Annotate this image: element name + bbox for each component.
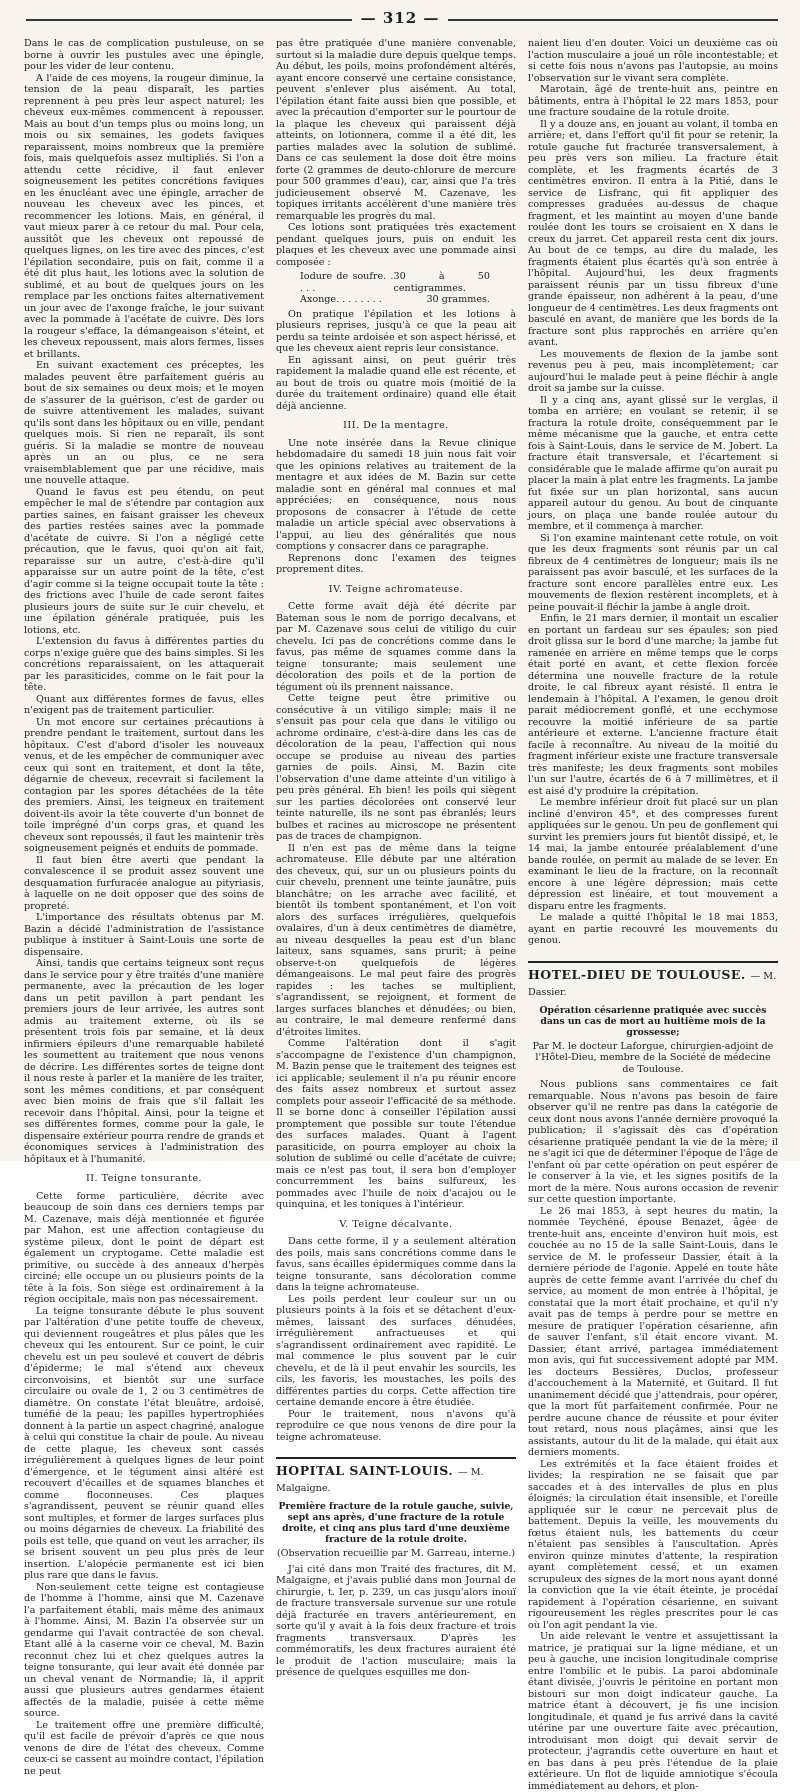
section-heading-iv: IV. Teigne achromateuse. [328, 583, 464, 595]
formula-dose: 30 grammes. [426, 294, 490, 305]
paragraph: Un mot encore sur certaines précautions à prendre pendant le traitement, surtout dans les hôpitaux. C'est d'abord d'isoler les nouveaux venus, et de les empêcher de communiquer avec ceux qui sont en traitement, et dont la tête, dégarnie de cheveux, recevrait si facilement la contagion par les spores détachées de la tête des premiers. Ainsi, les teigneux en traitement doivent-ils avoir la tête couverte d'un bonnet de toile imprégné d'un corps gras, et quand les cheveux sont repoussés, il faut les maintenir très soigneusement peignés et enduits de pommade. [24, 716, 264, 854]
paragraph: Le membre inférieur droit fut placé sur un plan incliné d'environ 45°, et des compresses furent appliquées sur le genou. Un peu de gonflement qui survint les premiers jours fut bientôt dissipé, et, le 14 mai, la jambe entourée préalablement d'une bande roulée, on permit au malade de se lever. En examinant le lieu de la fracture, on la reconnaît encore à une légère dépression; mais cette dépression est linéaire, et tout mouvement a disparu entre les fragments. [528, 797, 778, 912]
paragraph: En agissant ainsi, on peut guérir très rapidement la maladie quand elle est récente, et au bout de trois ou quatre mois (moitié de la durée du traitement ordinaire) quand elle était déjà ancienne. [276, 354, 516, 412]
hospital-name: HOTEL-DIEU DE TOULOUSE. [528, 966, 746, 982]
hospital-section-header [528, 961, 778, 1000]
paragraph: Comme l'altération dont il s'agit s'accompagne de l'existence d'un champignon, M. Bazin pense que le traitement des teignes est ici applicable; seulement il n'a pu réunir encore des faits assez nombreux et surtout assez complets pour asseoir l'efficacité de sa méthode. Il se borne donc à conseiller l'épilation aussi promptement que possible sur toute l'étendue des surfaces malades. Quant à l'agent parasiticide, on pourra employer au choix la solution de sublimé ou celle d'acétate de cuivre; mais ce n'est pas tout, il sera bon d'employer concurremment les bains sulfureux, les pommades avec l'huile de noix d'acajou ou le quinquina, et les toniques à l'intérieur. [276, 1038, 516, 1210]
section-heading-ii: II. Teigne tonsurante. [85, 1173, 203, 1184]
column-1 [24, 38, 264, 1777]
page-number: — 312 — [360, 9, 440, 27]
paragraph: Ces lotions sont pratiquées très exactement pendant quelques jours, puis on enduit les plaques et les cheveux avec une pommade ainsi composée : [276, 222, 516, 268]
section-heading-iii: III. De la mentagre. [343, 420, 449, 431]
paragraph: Il n'en est pas de même dans la teigne achromateuse. Elle débute par une altération des cheveux, qui, sur un ou plusieurs points du cuir chevelu, prennent une teinte jaunâtre, puis blanchâtre; on les arrache avec facilité, et bientôt ils tombent spontanément, et l'on voit alors des surfaces irrégulières, quelquefois ovalaires, d'un à deux centimètres de diamètre, au niveau desquelles la peau est d'un blanc laiteux, sans squames, sans prurit; à peine observe-t-on quelquefois de légères démangeaisons. Le mal peut faire des progrès rapides : les taches se multiplient, s'agrandissent, se rejoignent, et forment de larges surfaces blanches et dénudées; ou bien, au contraire, le mal demeure renfermé dans d'étroites limites. [276, 842, 516, 1038]
paragraph: L'importance des résultats obtenus par M. Bazin a décidé l'administration de l'assistance publique à instituer à Saint-Louis une sorte de dispensaire. [24, 912, 264, 958]
hospital-name: HOPITAL SAINT-LOUIS. [276, 1463, 454, 1478]
formula-line [300, 294, 490, 306]
hospital-chief: — M. Dassier. [528, 970, 777, 998]
paragraph: Cette forme particulière, décrite avec beaucoup de soin dans ces derniers temps par M. Cazenave, mais déjà mentionnée et figurée par Mahon, est une affection contagieuse du système pileux, dont le point de départ est également un cryptogame. Cette maladie est primitive, ou succède à des anneaux d'herpès circiné; elle occupe un ou plusieurs points de la tête à la fois. Son siège est ordinairement à la région occipitale, mais non pas nécessairement. [24, 1190, 264, 1305]
paragraph: Quant aux différentes formes de favus, elles n'exigent pas de traitement particulier. [24, 693, 264, 716]
hospital-chief: — M. Malgaigne. [276, 1467, 484, 1494]
formula-ingredient: Axonge. . . . . . . . [300, 294, 382, 305]
paragraph: L'extension du favus à différentes parties du corps n'exige guère que des bains simples. Si les concrétions reparaissaient, on les attaquerait par les parasiticides, comme on le fait pour la tête. [24, 636, 264, 693]
paragraph: Il faut bien être averti que pendant la convalescence il se produit assez souvent une desquamation furfuracée analogue au pityriasis, à laquelle on ne doit opposer que des soins de propreté. [24, 854, 264, 912]
header-rule-left [26, 19, 352, 21]
paragraph: En suivant exactement ces préceptes, les malades peuvent être parfaitement guéris au bout de six semaines ou deux mois; et le moyen de s'assurer de la guérison, c'est de garder ou de suivre attentivement les malades, suivant qu'ils sont dans les hôpitaux ou en ville, pendant quelques mois. Si rien ne reparaît, ils sont guéris. Si la maladie se montre de nouveau après un an ou plus, ce ne sera vraisemblablement que par une récidive, mais une nouvelle attaque. [24, 360, 264, 486]
article-byline: Par M. le docteur Laforgue, chirurgien-adjoint de l'Hôtel-Dieu, membre de la Société de médecine de Toulouse. [532, 1040, 774, 1075]
paragraph: Enfin, le 21 mars dernier, il montait un escalier en portant un fardeau sur ses épaules; son pied droit glissa sur le bord d'une marche; la jambe fut ramenée en arrière en même temps que le corps était porté en avant, et cette flexion forcée détermina une nouvelle fracture de la rotule droite, le cal fibreux ayant résisté. Il entra le lendemain à l'hôpital. A l'examen, le genou droit parait médiocrement gonflé, et une ecchymose recouvre la moitié inférieure de sa partie antérieure et externe. L'ancienne fracture était facile à reconnaître. Au niveau de la moitié du fragment inférieur existe une fracture transversale très manifeste; les deux fragments sont mobiles l'un sur l'autre, écartés de 6 à 7 millimètres, et il est aisé d'y produire la crépitation. [528, 613, 778, 797]
paragraph: J'ai cité dans mon Traité des fractures, dit M. Malgaigne, et j'avais publié dans mon Journal de chirurgie, t. Ier, p. 239, un cas jusqu'alors inouï de fracture transversale survenue sur une rotule déjà fracturée en travers antérieurement, en sorte qu'il y avait à la fois deux fracture et trois fragments transversaux. D'après les commémoratifs, les deux fractures auraient été le produit de l'action musculaire; mais la présence de quelques esquilles me don- [276, 1563, 516, 1678]
formula-line [300, 271, 490, 294]
paragraph: Les poils perdent leur couleur sur un ou plusieurs points à la fois et se détachent d'eux-mêmes, laissant des surfaces dénudées, irrégulièrement anfractueuses et qui s'agrandissent ordinairement avec rapidité. Le mal commence le plus souvent par le cuir chevelu, et de là il peut envahir les sourcils, les cils, les favoris, les moustaches, les poils des différentes parties du corps. Cette affection tire certaine demande encore à être étudiée. [276, 1293, 516, 1408]
paragraph: Le malade a quitté l'hôpital le 18 mai 1853, ayant en partie recouvré les mouvements du genou. [528, 912, 778, 946]
formula-ingredient: Iodure de soufre. . . . . [300, 271, 394, 294]
header-rule-right [448, 19, 778, 21]
paragraph: Les mouvements de flexion de la jambe sont revenus peu à peu, mais incomplètement; car aujourd'hui le malade peut à peine fléchir à angle droit sa jambe sur la cuisse. [528, 348, 778, 394]
paragraph: Dans cette forme, il y a seulement altération des poils, mais sans concrétions comme dans le favus, sans écailles épidermiques comme dans la teigne tonsurante, sans décoloration comme dans la teigne achromateuse. [276, 1236, 516, 1293]
paragraph: On pratique l'épilation et les lotions à plusieurs reprises, jusqu'à ce que la peau ait perdu sa teinte ardoisée et son aspect hérissé, et que les cheveux aient repris leur consistance. [276, 308, 516, 354]
paragraph: A l'aide de ces moyens, la rougeur diminue, la tension de la peau disparaît, les parties reprennent à peu près leur aspect naturel; les cheveux eux-mêmes commencent à repousser. Mais au bout d'un temps plus ou moins long, un mois ou six semaines, les godets faviques reparaissent, moins nombreux que la première fois, mais quelquefois assez multipliés. Si l'on a attendu cette récidive, il faut enlever soigneusement les petites concrétions faviques en les énucléant avec une épingle, arracher de nouveau les cheveux avec les pinces, et recommencer les lotions. Mais, en général, il vaut mieux parer à ce retour du mal. Pour cela, aussitôt que les cheveux ont repoussé de quelques lignes, on les tire avec des pinces, c'est l'épilation secondaire, puis on fait, comme il a été dit plus haut, les lotions avec la solution de sublimé, et au bout de quelques jours on les remplace par les onctions faites alternativement un jour avec de l'axonge fraîche, le jour suivant avec la pommade à l'acétate de cuivre. Dès lors la rougeur s'efface, la démangeaison s'éteint, et les cheveux repoussent, mais alors fermes, lisses et brillants. [24, 72, 264, 360]
section-heading-v: V. Teigne décalvante. [339, 1218, 453, 1230]
section-rule [276, 1457, 516, 1459]
column-3 [528, 38, 778, 1792]
formula-dose: 30 à 50 centigrammes. [393, 271, 490, 294]
hospital-section-header [276, 1457, 516, 1496]
hospital-title [528, 968, 778, 1000]
paragraph: Non-seulement cette teigne est contagieuse de l'homme à l'homme, ainsi que M. Cazenave l'a parfaitement établi, mais même des animaux à l'homme. Ainsi, M. Bazin l'a observée sur un gendarme qui l'avait contractée de son cheval. Etant allé à la caserne voir ce cheval, M. Bazin reconnut chez lui et chez quelques autres la teigne tonsurante, qui leur avait été donnée par un cheval venant de Normandie; là, il apprit aussi que plusieurs autres gendarmes étaient affectés de la maladie, puisée à cette même source. [24, 1581, 264, 1719]
article-note: (Observation recueillie par M. Garreau, interne.) [276, 1548, 516, 1559]
paragraph: Dans le cas de complication pustuleuse, on se borne à ouvrir les pustules avec une épingle, pour les vider de leur contenu. [24, 38, 264, 72]
paragraph: Les extrémités et la face étaient froides et livides; la respiration ne se faisait que par saccades et à des intervalles de plus en plus éloignés; la circulation était insensible, et l'oreille appliquée sur le cœur ne percevait plus de battement. Depuis la veille, les mouvements du fœtus étaient nuls, les battements du cœur n'étaient pas sensibles à l'auscultation. Après environ quinze minutes d'attente, la respiration ayant complètement cessé, et un examen scrupuleux des signes de la mort nous ayant donné la conviction que la vie était éteinte, je procédai rapidement à l'opération césarienne, en suivant rigoureusement les règles prescrites pour le cas où l'on agit pendant la vie. [528, 1458, 778, 1631]
hospital-title [276, 1464, 516, 1496]
paragraph: Ainsi, tandis que certains teigneux sont reçus dans le service pour y être traités d'une manière permanente, avec la précaution de les loger dans un petit pavillon à part pendant les premiers jours de leur arrivée, les autres sont admis au traitement externe, où ils se présentent trois fois par semaine, et là deux infirmiers épileurs d'une remarquable habileté les soumettent au traitement que nous venons de décrire. Les différentes sortes de teigne dont il nous reste à parler et la manière de les traiter, sont les mêmes conditions, et par conséquent avec bien moins de frais que s'il fallait les recevoir dans l'hôpital. Ainsi, pour la teigne et ses différentes formes, comme pour la gale, le dispensaire extérieur pourra rendre de grands et économiques services à l'administration des hôpitaux et à l'humanité. [24, 958, 264, 1165]
paragraph: Le traitement offre une première difficulté, qu'il est facile de prévoir d'après ce que nous venons de dire de l'état des cheveux. Comme ceux-ci se cassent au moindre contact, l'épilation ne peut [24, 1719, 264, 1777]
article-subtitle: Opération césarienne pratiquée avec succès dans un cas de mort au huitième mois de la grossesse; [539, 1004, 767, 1038]
paragraph: Nous publions sans commentaires ce fait remarquable. Nous n'avons pas besoin de faire observer qu'il ne rentre pas dans la catégorie de ceux dont nous avons l'année dernière provoqué la publication; il s'agissait dès cas d'opération césarienne pratiquée pendant la vie de la mère; il ne s'agit ici que de déterminer l'époque de l'âge de l'enfant où par cette opération on peut espérer de le conserver à la vie, et les signes positifs de la mort de la mère. Nous aurons occasion de revenir sur cette question importante. [528, 1079, 778, 1205]
prescription-formula [300, 271, 516, 306]
page-header [0, 8, 800, 34]
paragraph: Quand le favus est peu étendu, on peut empêcher le mal de s'étendre par contagion aux parties saines, en faisant graisser les cheveux des parties restées saines avec la pommade d'acétate de cuivre. Si l'on a négligé cette précaution, que le favus, quoi qu'on ait fait, reparaisse sur un autre, c'est-à-dire qu'il apparaisse sur un autre point de la tête, c'est d'agir comme si la teigne occupait toute la tête : des frictions avec l'huile de cade seront faites plusieurs jours de suite sur le cuir chevelu, et une épilation générale pratiquée, puis les lotions, etc. [24, 486, 264, 636]
paragraph: Une note insérée dans la Revue clinique hebdomadaire du samedi 18 juin nous fait voir que les opinions relatives au traitement de la mentagre et aux idées de M. Bazin sur cette maladie sont en général mal connues et mal appréciées; en conséquence, nous nous proposons de consacrer à l'étude de cette maladie un article spécial avec observations à l'appui, au lieu des généralités que nous comptions y consacrer dans ce paragraphe. [276, 437, 516, 552]
paragraph: Si l'on examine maintenant cette rotule, on voit que les deux fragments sont réunis par un cal fibreux de 4 centimètres de longueur; mais ils ne paraissent pas avoir basculé, et les surfaces de la fracture sont encore parallèles entre eux. Les mouvements de flexion restèrent incomplets, et à peine pouvait-il fléchir la jambe à angle droit. [528, 532, 778, 613]
paragraph: Un aide relevant le ventre et assujettissant la matrice, je pratiquai sur la ligne médiane, et un peu à gauche, une incision longitudinale comprise entre l'ombilic et le pubis. La paroi abdominale étant divisée, j'ouvris le péritoine en portant mon bistouri sur mon doigt indicateur gauche. La matrice étant à découvert, je fis une incision longitudinale, et quand je fus arrivé dans la cavité utérine par une ouverture faite avec précaution, introduisant mon doigt qui devait servir de protecteur, j'agrandis cette ouverture en haut et en bas dans à peu près l'étendue de la plaie extérieure. Un flot de liquide amniotique s'écoula immédiatement au dehors, et plon- [528, 1631, 778, 1792]
paragraph: Cette teigne peut être primitive ou consécutive à un vitiligo simple; mais il ne s'ensuit pas pour cela que dans le vitiligo ou achrome ordinaire, c'est-à-dire dans les cas de décoloration de la peau, l'affection qui nous occupe se produise au niveau des parties garnies de poils. Ainsi, M. Bazin cite l'observation d'une dame atteinte d'un vitiligo à peu près général. Eh bien! les poils qui siègent sur les parties décolorées ont conservé leur teinte naturelle, ils ne sont pas ébranlés; leurs bulbes et racines au microscope ne présentent pas de traces de champignon. [276, 693, 516, 842]
paragraph: Cette forme avait déjà été décrite par Bateman sous le nom de porrigo decalvans, et par M. Cazenave sous celui de vitiligo du cuir chevelu. Ici pas de concrétions comme dans le favus, pas même de squames comme dans la teigne tonsurante; mais seulement une décoloration des poils et de la portion de tégument où ils prennent naissance. [276, 601, 516, 693]
paragraph: La teigne tonsurante débute le plus souvent par l'altération d'une petite touffe de cheveux, qui deviennent rougeâtres et plus pâles que les cheveux qui les entourent. Sur ce point, le cuir chevelu est un peu soulevé et couvert de débris d'épiderme; le mal s'étend aux cheveux circonvoisins, et bientôt sur une surface circulaire ou ovale de 1, 2 ou 3 centimètres de diamètre. On constate l'état bleuâtre, ardoisé, tuméfié de la peau; les papilles hypertrophiées donnent à la partie un aspect chagriné, analogue à celui qui constitue la chair de poule. Au niveau de cette plaque, les cheveux sont cassés irrégulièrement à quelques lignes de leur point d'émergence, et le tégument ainsi altéré est recouvert d'écailles et de squames blanches et comme floconneuses. Ces plaques s'agrandissent, peuvent se réunir quand elles sont multiples, et former de larges surfaces plus ou moins dégarnies de cheveux. La friabilité des poils est telle, que quand on veut les arracher, ils se brisent souvent un peu plus près de leur insertion. L'alopécie permanente est ici bien plus rare que dans le favus. [24, 1305, 264, 1581]
paragraph: Il y a douze ans, en jouant au volant, il tomba en arrière; et, dans l'effort qu'il fit pour se retenir, la rotule gauche fut fracturée transversalement, à peu près vers son milieu. La fracture était complète, et les fragments écartés de 3 centimètres environ. Il entra à la Pitié, dans le service de Lisfranc, qui fit appliquer des compresses graduées au-dessus de chaque fragment, et les maintint au moyen d'une bande roulée dont les tours se croisaient en X dans le creux du jarret. Cet appareil resta cent dix jours. Au bout de ce temps, au dire du malade, les fragments étaient plus écartés qu'à son entrée à l'hôpital. Aujourd'hui, les deux fragments paraissent réunis par un tissu fibreux d'une grande épaisseur, non adhérent à la peau, d'une longueur de 4 centimètres. Les deux fragments ont basculé en avant, de manière que les bords de la fracture sont plus rapprochés en arrière qu'en avant. [528, 118, 778, 348]
section-rule [528, 961, 778, 963]
paragraph: Pour le traitement, nous n'avons qu'à reproduire ce que nous venons de dire pour la teigne achromateuse. [276, 1408, 516, 1443]
paragraph: Marotain, âgé de trente-huit ans, peintre en bâtiments, entra à l'hôpital le 22 mars 1853, pour une fracture soudaine de la rotule droite. [528, 84, 778, 118]
paragraph: pas être pratiquée d'une manière convenable, surtout si la maladie dure depuis quelque temps. Au début, les poils, moins profondément altérés, ayant encore conservé une certaine consistance, peuvent s'enlever plus aisément. Au total, l'épilation étant faite aussi bien que possible, et avec la précaution d'emporter sur le pourtour de la plaque les cheveux qui paraissent déjà atteints, on lotionnera, comme il a été dit, les parties malades avec la solution de sublimé. Dans ce cas seulement la dose doit être moins forte (2 grammes de deuto-chlorure de mercure pour 500 grammes d'eau), car, ainsi que l'a très judicieusement observé M. Cazenave, les topiques irritants accélèrent d'une manière très remarquable les progrès du mal. [276, 38, 516, 222]
paragraph: Reprenons donc l'examen des teignes proprement dites. [276, 552, 516, 575]
article-subtitle: Première fracture de la rotule gauche, suivie, sept ans après, d'une fracture de la rotule droite, et cinq ans plus tard d'une deuxième fracture de la rotule droite. [278, 1501, 514, 1545]
paragraph: naient lieu d'en douter. Voici un deuxième cas où l'action musculaire a joué un rôle incontestable; et si cette fois nous n'avons pas l'autopsie, au moins l'observation sur le vivant sera complète. [528, 38, 778, 84]
paragraph: Il y a cinq ans, ayant glissé sur le verglas, il tomba en arrière; en voulant se retenir, il se fractura la rotule droite, conséquemment par le même mécanisme que la gauche, et entra cette fois à Saint-Louis, dans le service de M. Jobert. La fracture était transversale, et l'écartement si considérable que le malade affirme qu'on aurait pu placer la main à plat entre les fragments. La jambe fut fixée sur un plan horizontal, sans aucun appareil autour du genou. Au bout de cinquante jours, on plaça une bande roulée autour du membre, et il commença à marcher. [528, 394, 778, 532]
paragraph: Le 26 mai 1853, à sept heures du matin, la nommée Teychéné, épouse Benazet, âgée de trente-huit ans, enceinte d'environ huit mois, est couchée au no 15 de la salle Saint-Louis, dans le service de M. le professeur Dassier, était à la dernière période de l'agonie. Appelé en toute hâte auprès de cette femme avant l'arrivée du chef du service, au moment de mon entrée à l'hôpital, je constatai que la mort était prochaine, et qu'il n'y avait pas de temps à perdre pour se mettre en mesure de pratiquer l'opération césarienne, afin de sauver l'enfant, s'il était encore vivant. M. Dassier, étant arrivé, partagea immédiatement mon avis, qui fut successivement adopté par MM. les docteurs Bessières, Duclos, professeur d'accouchement à la Maternité, et Guitard. Il fut unanimement décidé que j'attendrais, pour opérer, que la mort fût parfaitement confirmée. Pour ne perdre aucune chance de réussite et pour éviter tout retard, nous nous plaçâmes, ainsi que les assistants, autour du lit de la malade, qui était aux derniers moments. [528, 1205, 778, 1458]
column-2 [276, 38, 516, 1678]
